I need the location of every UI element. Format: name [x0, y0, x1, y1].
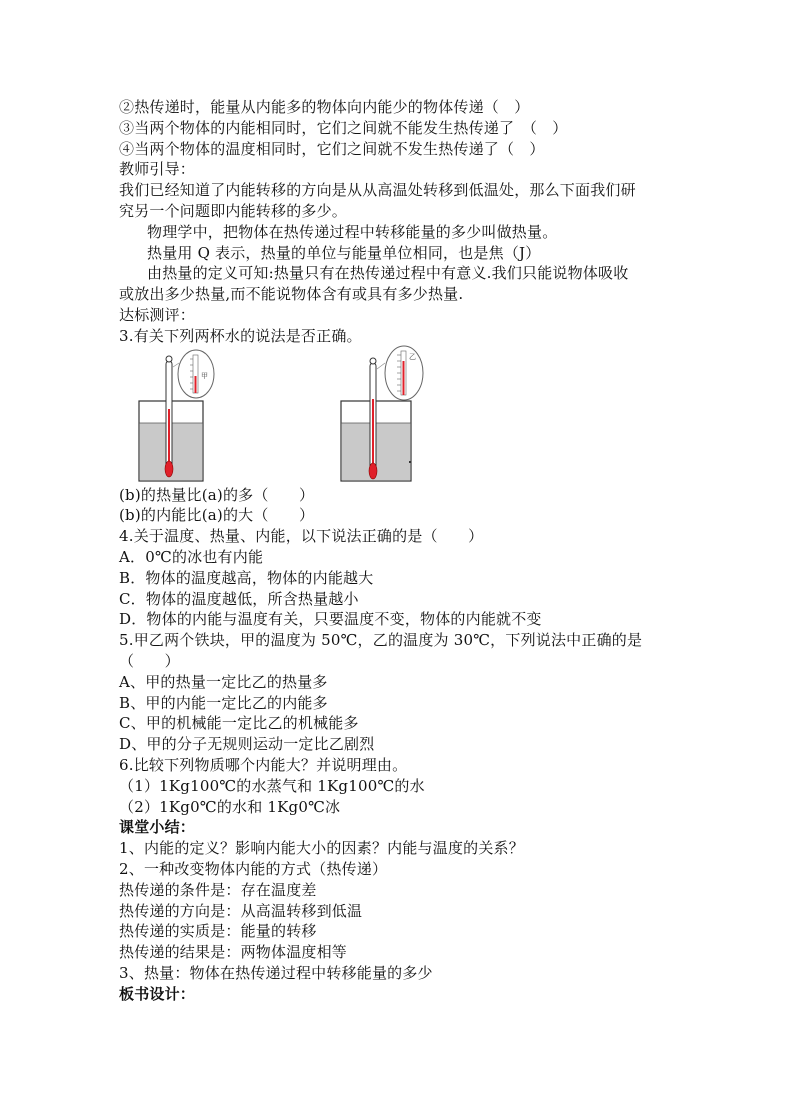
- question-line-2: ②热传递时，能量从内能多的物体向内能少的物体传递（ ）: [119, 98, 530, 116]
- summary-item-1: 1、内能的定义？影响内能大小的因素？内能与温度的关系？: [119, 839, 524, 858]
- question-4-option-b: B．物体的温度越高，物体的内能越大: [119, 568, 374, 587]
- question-line-3: ③当两个物体的内能相同时，它们之间就不能发生热传递了 （ ）: [119, 118, 568, 137]
- question-5-blank: （ ）: [119, 651, 180, 670]
- question-6-item-1: （1）1Kg100℃的水蒸气和 1Kg100℃的水: [119, 776, 425, 795]
- summary-result: 热传递的结果是：两物体温度相等: [119, 943, 348, 962]
- unit-line: 热量用 Q 表示，热量的单位与能量单位相同，也是焦（J）: [147, 243, 541, 262]
- question-6: 6.比较下列物质哪个内能大？并说明理由。: [119, 755, 408, 774]
- question-5: 5.甲乙两个铁块，甲的温度为 50℃，乙的温度为 30℃，下列说法中正确的是: [119, 631, 643, 650]
- summary-essence: 热传递的实质是：能量的转移: [119, 922, 317, 941]
- document-page: [119, 97, 679, 1004]
- board-design-heading: 板书设计：: [119, 984, 196, 1003]
- question-5-option-b: B、甲的内能一定比乙的内能多: [119, 693, 328, 712]
- question-4-option-a: A．0℃的冰也有内能: [119, 547, 264, 566]
- assessment-heading: 达标测评：: [119, 305, 196, 324]
- summary-item-3: 3、热量：物体在热传递过程中转移能量的多少: [119, 963, 433, 982]
- question-6-item-2: （2）1Kg0℃的水和 1Kg0℃冰: [119, 797, 341, 816]
- question-5-option-d: D、甲的分子无规则运动一定比乙剧烈: [119, 735, 375, 754]
- paragraph-line: 由热量的定义可知:热量只有在热传递过程中有意义.我们只能说物体吸收: [147, 264, 629, 283]
- teacher-guide-heading: 教师引导：: [119, 160, 196, 179]
- definition-line: 物理学中，把物体在热传递过程中转移能量的多少叫做热量。: [147, 222, 558, 241]
- beaker-a-label: 甲: [201, 371, 208, 380]
- beaker-b-label: 乙: [409, 352, 416, 361]
- summary-item-2: 2、一种改变物体内能的方式（热传递）: [119, 859, 388, 878]
- question-5-option-a: A、甲的热量一定比乙的热量多: [119, 672, 328, 691]
- question-4: 4.关于温度、热量、内能，以下说法正确的是（ ）: [119, 527, 484, 546]
- question-5-option-c: C、甲的机械能一定比乙的机械能多: [119, 714, 359, 733]
- question-4-option-c: C．物体的温度越低，所含热量越小: [119, 589, 359, 608]
- question-3-option-heat: (b)的热量比(a)的多（ ）: [119, 485, 315, 504]
- stray-mark: [409, 461, 411, 463]
- question-3: 3.有关下列两杯水的说法是否正确。: [119, 326, 362, 345]
- summary-heading: 课堂小结：: [119, 818, 196, 837]
- summary-direction: 热传递的方向是：从高温转移到低温: [119, 901, 363, 920]
- thermometer-figure: [119, 349, 679, 483]
- paragraph-line: 究另一个问题即内能转移的多少。: [119, 201, 348, 220]
- question-3-option-energy: (b)的内能比(a)的大（ ）: [119, 506, 315, 525]
- beaker-b-illustration: [337, 343, 537, 483]
- paragraph-line: 我们已经知道了内能转移的方向是从从高温处转移到低温处，那么下面我们研: [119, 181, 636, 200]
- question-4-option-d: D．物体的内能与温度有关，只要温度不变，物体的内能就不变: [119, 610, 542, 629]
- paragraph-line: 或放出多少热量,而不能说物体含有或具有多少热量.: [119, 285, 464, 304]
- question-line-4: ④当两个物体的温度相同时，它们之间就不发生热传递了（ ）: [119, 139, 545, 158]
- beaker-a-illustration: [135, 349, 315, 483]
- summary-condition: 热传递的条件是：存在温度差: [119, 880, 317, 899]
